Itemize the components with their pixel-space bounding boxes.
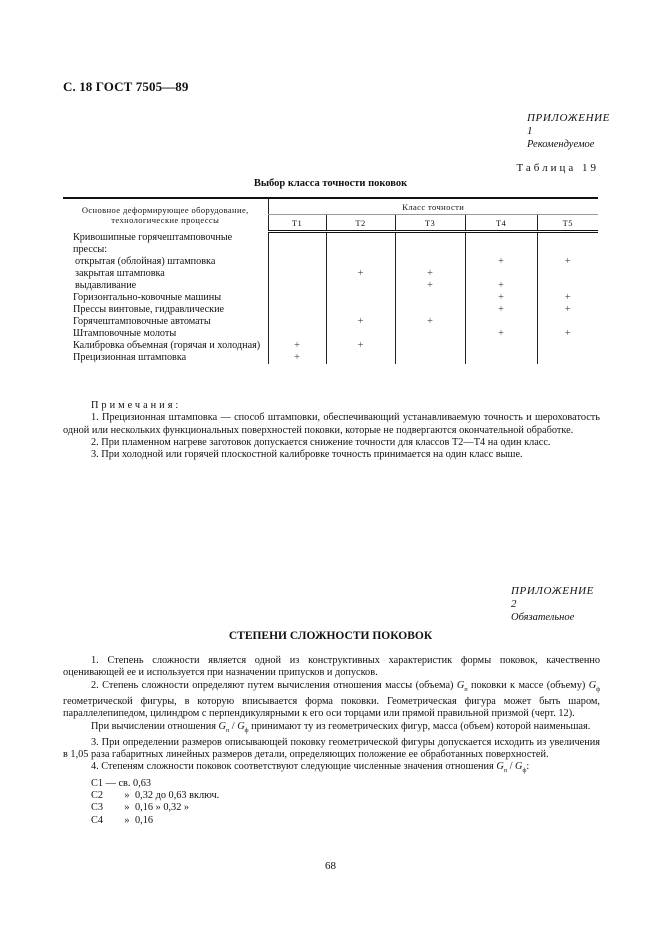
class-mark-cell: + bbox=[465, 304, 537, 316]
class-mark-cell bbox=[537, 280, 598, 292]
class-mark-cell: + bbox=[537, 328, 598, 340]
complexity-level: С2 » 0,32 до 0,63 включ. bbox=[91, 790, 220, 802]
class-mark-cell bbox=[268, 316, 326, 328]
class-mark-cell: + bbox=[537, 304, 598, 316]
table-row bbox=[63, 292, 598, 304]
accuracy-class-table bbox=[63, 197, 598, 364]
class-mark-cell bbox=[395, 352, 465, 364]
accuracy-class-group-header: Класс точности bbox=[268, 198, 598, 215]
class-mark-cell bbox=[465, 352, 537, 364]
appendix-2-heading bbox=[511, 585, 599, 624]
table-row bbox=[63, 280, 598, 292]
class-mark-cell bbox=[395, 292, 465, 304]
appendix-2-title: ПРИЛОЖЕНИЕ 2 bbox=[511, 585, 594, 610]
class-mark-cell bbox=[537, 268, 598, 280]
table-row bbox=[63, 352, 598, 364]
note-item: 2. При пламенном нагреве заготовок допускается снижение точности для классов Т2—Т4 на один класс. bbox=[91, 436, 551, 448]
paragraph-2b: При вычислении отношения $G_п / G_ф$ принимают ту из геометрических фигур, масса (объем) которой наименьшая. bbox=[91, 720, 591, 734]
header-line-2: технологические процессы bbox=[111, 215, 220, 226]
complexity-level: С1 — св. 0,63 bbox=[91, 777, 152, 789]
class-mark-cell bbox=[465, 232, 537, 256]
section-title: СТЕПЕНИ СЛОЖНОСТИ ПОКОВОК bbox=[228, 630, 433, 642]
class-mark-cell bbox=[326, 280, 395, 292]
class-mark-cell: + bbox=[326, 268, 395, 280]
class-header: Т1 bbox=[268, 215, 326, 232]
appendix-1-title: ПРИЛОЖЕНИЕ 1 bbox=[527, 112, 610, 137]
class-mark-cell bbox=[268, 280, 326, 292]
class-mark-cell: + bbox=[268, 352, 326, 364]
class-mark-cell bbox=[268, 232, 326, 256]
class-mark-cell bbox=[465, 340, 537, 352]
paragraph-1: 1. Степень сложности является одной из конструктивных характеристик формы поковок, качественно оценивающей ее и используется при назначении припусков и допусков. bbox=[63, 655, 600, 679]
document-header: С. 18 ГОСТ 7505—89 bbox=[63, 79, 189, 94]
equipment-label: выдавливание bbox=[75, 279, 137, 291]
class-mark-cell: + bbox=[326, 316, 395, 328]
class-mark-cell: + bbox=[395, 280, 465, 292]
class-mark-cell: + bbox=[465, 280, 537, 292]
paragraph-2: 2. Степень сложности определяют путем вычисления отношения массы (объема) $G_п$ поковки к массе (объему) $G_ф$ геометрической фигуры, в которую вписывается форма поковки. Геометрическая фигура может быть шаром, параллелепипедом, цилиндром с перпендикулярными к его оси торцами или прямой правильной призмой (черт. 12). bbox=[63, 679, 601, 720]
class-mark-cell bbox=[395, 304, 465, 316]
page-number: 68 bbox=[325, 860, 336, 872]
paragraph-3: 3. При определении размеров описывающей поковку геометрической фигуры допускается исходить из увеличения в 1,05 раза габаритных линейных размеров детали, определяющих положение ее обработанных поверхностей. bbox=[63, 736, 600, 761]
class-mark-cell: + bbox=[268, 340, 326, 352]
class-mark-cell bbox=[537, 352, 598, 364]
appendix-1-heading bbox=[527, 112, 610, 151]
class-header: Т4 bbox=[465, 215, 537, 232]
class-mark-cell: + bbox=[537, 292, 598, 304]
class-mark-cell: + bbox=[537, 256, 598, 268]
class-mark-cell bbox=[326, 256, 395, 268]
equipment-label: закрытая штамповка bbox=[75, 267, 165, 279]
equipment-label: Горячештамповочные автоматы bbox=[73, 315, 211, 327]
class-mark-cell bbox=[395, 232, 465, 256]
complexity-level: С4 » 0,16 bbox=[91, 814, 154, 826]
equipment-label: Кривошипные горячештамповочные прессы: bbox=[73, 231, 233, 255]
class-mark-cell bbox=[268, 292, 326, 304]
table-row bbox=[63, 268, 598, 280]
note-item: 1. Прецизионная штамповка — способ штамповки, обеспечивающий устанавливаемую точность и шероховатость одной или нескольких функциональных поверхностей поковки, которые не подвергаются окончательной обработке. bbox=[63, 412, 600, 436]
class-mark-cell bbox=[326, 352, 395, 364]
class-mark-cell: + bbox=[465, 328, 537, 340]
equipment-label: Прессы винтовые, гидравлические bbox=[73, 303, 225, 315]
equipment-label: Прецизионная штамповка bbox=[73, 351, 187, 363]
note-item: 3. При холодной или горячей плоскостной калибровке точность принимается на один класс выше. bbox=[91, 449, 523, 461]
class-mark-cell bbox=[268, 328, 326, 340]
appendix-2-status: Обязательное bbox=[511, 612, 575, 623]
table-notes bbox=[63, 400, 600, 461]
class-mark-cell: + bbox=[465, 292, 537, 304]
class-mark-cell bbox=[395, 340, 465, 352]
class-mark-cell: + bbox=[465, 256, 537, 268]
class-mark-cell: + bbox=[326, 340, 395, 352]
table-row bbox=[63, 232, 598, 256]
class-mark-cell: + bbox=[395, 268, 465, 280]
class-mark-cell bbox=[395, 256, 465, 268]
class-mark-cell bbox=[465, 316, 537, 328]
class-mark-cell bbox=[537, 232, 598, 256]
table-row bbox=[63, 340, 598, 352]
table-caption: Выбор класса точности поковок bbox=[253, 178, 408, 189]
equipment-label: Горизонтально-ковочные машины bbox=[73, 291, 222, 303]
table-row bbox=[63, 316, 598, 328]
header-line-1: Основное деформирующее оборудование, bbox=[81, 205, 249, 216]
section-body bbox=[63, 655, 600, 827]
class-mark-cell: + bbox=[395, 316, 465, 328]
table-row bbox=[63, 256, 598, 268]
class-mark-cell bbox=[268, 268, 326, 280]
class-mark-cell bbox=[268, 304, 326, 316]
equipment-column-header bbox=[63, 198, 268, 232]
table-row bbox=[63, 304, 598, 316]
class-mark-cell bbox=[465, 268, 537, 280]
equipment-label: открытая (облойная) штамповка bbox=[75, 255, 216, 267]
class-mark-cell bbox=[326, 292, 395, 304]
table-number: Таблица 19 bbox=[516, 162, 599, 174]
class-mark-cell bbox=[395, 328, 465, 340]
class-mark-cell bbox=[268, 256, 326, 268]
class-mark-cell bbox=[326, 232, 395, 256]
complexity-levels-list bbox=[63, 778, 600, 827]
class-header: Т2 bbox=[326, 215, 395, 232]
table-row bbox=[63, 328, 598, 340]
equipment-label: Калибровка объемная (горячая и холодная) bbox=[73, 339, 261, 351]
class-header: Т5 bbox=[537, 215, 598, 232]
paragraph-4: 4. Степеням сложности поковок соответствуют следующие численные значения отношения $G_п / G_ф$: bbox=[91, 761, 530, 775]
class-header: Т3 bbox=[395, 215, 465, 232]
equipment-label: Штамповочные молоты bbox=[73, 327, 177, 339]
class-mark-cell bbox=[537, 340, 598, 352]
class-mark-cell bbox=[326, 328, 395, 340]
notes-title: Примечания: bbox=[91, 400, 182, 411]
class-mark-cell bbox=[537, 316, 598, 328]
complexity-level: С3 » 0,16 » 0,32 » bbox=[91, 802, 190, 814]
class-mark-cell bbox=[326, 304, 395, 316]
appendix-1-status: Рекомендуемое bbox=[527, 139, 595, 150]
